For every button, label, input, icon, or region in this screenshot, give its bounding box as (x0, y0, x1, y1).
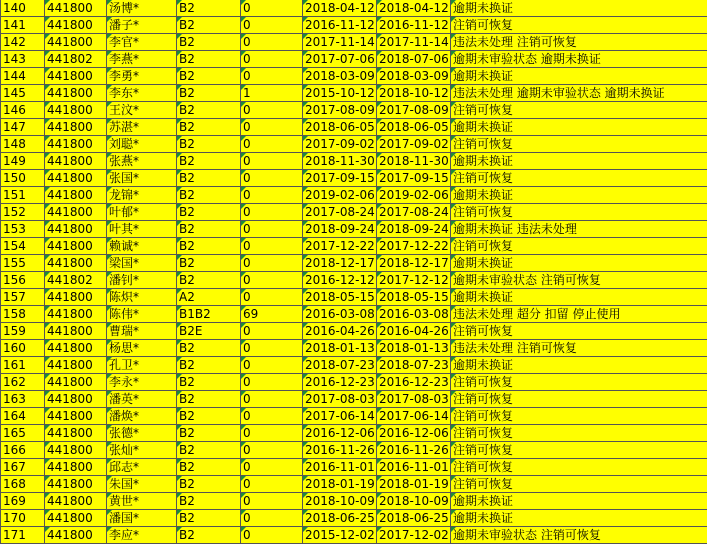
region-code-cell[interactable]: 441800 (45, 170, 107, 187)
points-cell[interactable]: 0 (241, 255, 303, 272)
row-number-cell[interactable]: 148 (1, 136, 45, 153)
table-row (1, 340, 707, 357)
table-row (1, 85, 707, 102)
date-2-cell[interactable]: 2017-08-24 (377, 204, 451, 221)
date-1-cell[interactable]: 2016-04-26 (303, 323, 377, 340)
region-code-cell[interactable]: 441800 (45, 510, 107, 527)
date-2-cell[interactable]: 2016-11-26 (377, 442, 451, 459)
points-cell[interactable]: 0 (241, 102, 303, 119)
points-cell[interactable]: 0 (241, 221, 303, 238)
region-code-cell[interactable]: 441800 (45, 204, 107, 221)
row-number-cell[interactable]: 159 (1, 323, 45, 340)
row-number-cell[interactable]: 151 (1, 187, 45, 204)
status-cell[interactable]: 注销可恢复 (451, 238, 707, 255)
region-code-cell[interactable]: 441800 (45, 391, 107, 408)
name-cell[interactable]: 黄世* (107, 493, 177, 510)
date-2-cell[interactable]: 2018-11-30 (377, 153, 451, 170)
license-class-cell[interactable]: B2 (177, 204, 241, 221)
date-2-cell[interactable]: 2017-06-14 (377, 408, 451, 425)
date-2-cell[interactable]: 2016-03-08 (377, 306, 451, 323)
status-cell[interactable]: 逾期未审验状态 注销可恢复 (451, 272, 707, 289)
date-2-cell[interactable]: 2018-01-19 (377, 476, 451, 493)
status-cell[interactable]: 注销可恢复 (451, 459, 707, 476)
points-cell[interactable]: 0 (241, 170, 303, 187)
region-code-cell[interactable]: 441800 (45, 459, 107, 476)
region-code-cell[interactable]: 441800 (45, 442, 107, 459)
points-cell[interactable]: 69 (241, 306, 303, 323)
license-class-cell[interactable]: B2 (177, 425, 241, 442)
status-cell[interactable]: 逾期未换证 (451, 187, 707, 204)
date-1-cell[interactable]: 2017-07-06 (303, 51, 377, 68)
table-row (1, 408, 707, 425)
name-cell[interactable]: 刘聪* (107, 136, 177, 153)
row-number-cell[interactable]: 152 (1, 204, 45, 221)
table-row (1, 323, 707, 340)
status-cell[interactable]: 逾期未换证 (451, 0, 707, 17)
points-cell[interactable]: 0 (241, 289, 303, 306)
table-row (1, 459, 707, 476)
date-2-cell[interactable]: 2018-10-09 (377, 493, 451, 510)
status-cell[interactable]: 逾期未换证 (451, 493, 707, 510)
license-class-cell[interactable]: B2 (177, 442, 241, 459)
license-class-cell[interactable]: B2E (177, 323, 241, 340)
status-cell[interactable]: 逾期未审验状态 注销可恢复 (451, 527, 707, 544)
name-cell[interactable]: 龙锦* (107, 187, 177, 204)
row-number-cell[interactable]: 142 (1, 34, 45, 51)
table-row (1, 238, 707, 255)
row-number-cell[interactable]: 143 (1, 51, 45, 68)
row-number-cell[interactable]: 155 (1, 255, 45, 272)
status-cell[interactable]: 注销可恢复 (451, 204, 707, 221)
status-cell[interactable]: 违法未处理 注销可恢复 (451, 340, 707, 357)
name-cell[interactable]: 潘英* (107, 391, 177, 408)
row-number-cell[interactable]: 166 (1, 442, 45, 459)
points-cell[interactable]: 1 (241, 85, 303, 102)
date-2-cell[interactable]: 2017-11-14 (377, 34, 451, 51)
region-code-cell[interactable]: 441800 (45, 136, 107, 153)
region-code-cell[interactable]: 441800 (45, 527, 107, 544)
date-1-cell[interactable]: 2018-01-19 (303, 476, 377, 493)
date-1-cell[interactable]: 2016-11-01 (303, 459, 377, 476)
points-cell[interactable]: 0 (241, 119, 303, 136)
row-number-cell[interactable]: 162 (1, 374, 45, 391)
license-class-cell[interactable]: B2 (177, 493, 241, 510)
table-row (1, 272, 707, 289)
table-row (1, 425, 707, 442)
status-cell[interactable]: 逾期未审验状态 逾期未换证 (451, 51, 707, 68)
date-2-cell[interactable]: 2018-01-13 (377, 340, 451, 357)
row-number-cell[interactable]: 141 (1, 17, 45, 34)
license-class-cell[interactable]: B2 (177, 51, 241, 68)
points-cell[interactable]: 0 (241, 527, 303, 544)
row-number-cell[interactable]: 145 (1, 85, 45, 102)
status-cell[interactable]: 逾期未换证 (451, 119, 707, 136)
points-cell[interactable]: 0 (241, 17, 303, 34)
points-cell[interactable]: 0 (241, 391, 303, 408)
points-cell[interactable]: 0 (241, 0, 303, 17)
region-code-cell[interactable]: 441800 (45, 102, 107, 119)
region-code-cell[interactable]: 441800 (45, 238, 107, 255)
row-number-cell[interactable]: 157 (1, 289, 45, 306)
table-row (1, 51, 707, 68)
status-cell[interactable]: 逾期未换证 违法未处理 (451, 221, 707, 238)
points-cell[interactable]: 0 (241, 187, 303, 204)
license-class-cell[interactable]: B2 (177, 0, 241, 17)
status-cell[interactable]: 逾期未换证 (451, 153, 707, 170)
table-row (1, 306, 707, 323)
points-cell[interactable]: 0 (241, 204, 303, 221)
table-row (1, 493, 707, 510)
status-cell[interactable]: 注销可恢复 (451, 323, 707, 340)
date-2-cell[interactable]: 2016-11-01 (377, 459, 451, 476)
license-class-cell[interactable]: B2 (177, 272, 241, 289)
table-row (1, 153, 707, 170)
date-1-cell[interactable]: 2018-03-09 (303, 68, 377, 85)
region-code-cell[interactable]: 441800 (45, 0, 107, 17)
license-class-cell[interactable]: A2 (177, 289, 241, 306)
table-row (1, 221, 707, 238)
date-1-cell[interactable]: 2018-04-12 (303, 0, 377, 17)
license-class-cell[interactable]: B2 (177, 136, 241, 153)
date-1-cell[interactable]: 2016-03-08 (303, 306, 377, 323)
date-1-cell[interactable]: 2019-02-06 (303, 187, 377, 204)
points-cell[interactable]: 0 (241, 68, 303, 85)
status-cell[interactable]: 注销可恢复 (451, 408, 707, 425)
name-cell[interactable]: 邱志* (107, 459, 177, 476)
date-1-cell[interactable]: 2018-05-15 (303, 289, 377, 306)
row-number-cell[interactable]: 153 (1, 221, 45, 238)
license-class-cell[interactable]: B2 (177, 476, 241, 493)
date-1-cell[interactable]: 2018-07-23 (303, 357, 377, 374)
date-2-cell[interactable]: 2018-07-06 (377, 51, 451, 68)
table-row (1, 102, 707, 119)
status-cell[interactable]: 逾期未换证 (451, 510, 707, 527)
date-1-cell[interactable]: 2018-11-30 (303, 153, 377, 170)
date-1-cell[interactable]: 2015-12-02 (303, 527, 377, 544)
date-1-cell[interactable]: 2017-11-14 (303, 34, 377, 51)
table-row (1, 442, 707, 459)
date-2-cell[interactable]: 2017-12-22 (377, 238, 451, 255)
license-class-cell[interactable]: B2 (177, 510, 241, 527)
license-class-cell[interactable]: B2 (177, 153, 241, 170)
row-number-cell[interactable]: 146 (1, 102, 45, 119)
name-cell[interactable]: 李应* (107, 527, 177, 544)
date-1-cell[interactable]: 2018-01-13 (303, 340, 377, 357)
name-cell[interactable]: 潘子* (107, 17, 177, 34)
points-cell[interactable]: 0 (241, 476, 303, 493)
name-cell[interactable]: 朱国* (107, 476, 177, 493)
region-code-cell[interactable]: 441800 (45, 476, 107, 493)
status-cell[interactable]: 违法未处理 超分 扣留 停止使用 (451, 306, 707, 323)
table-row (1, 510, 707, 527)
region-code-cell[interactable]: 441800 (45, 493, 107, 510)
region-code-cell[interactable]: 441800 (45, 119, 107, 136)
name-cell[interactable]: 杨思* (107, 340, 177, 357)
row-number-cell[interactable]: 149 (1, 153, 45, 170)
table-row (1, 170, 707, 187)
table-row (1, 527, 707, 544)
name-cell[interactable]: 曹瑞* (107, 323, 177, 340)
license-class-cell[interactable]: B2 (177, 527, 241, 544)
date-2-cell[interactable]: 2018-12-17 (377, 255, 451, 272)
row-number-cell[interactable]: 171 (1, 527, 45, 544)
license-class-cell[interactable]: B2 (177, 85, 241, 102)
region-code-cell[interactable]: 441800 (45, 323, 107, 340)
table-row (1, 68, 707, 85)
points-cell[interactable]: 0 (241, 357, 303, 374)
name-cell[interactable]: 叶郁* (107, 204, 177, 221)
points-cell[interactable]: 0 (241, 459, 303, 476)
status-cell[interactable]: 逾期未换证 (451, 255, 707, 272)
license-class-cell[interactable]: B2 (177, 374, 241, 391)
license-class-cell[interactable]: B2 (177, 408, 241, 425)
date-1-cell[interactable]: 2017-09-15 (303, 170, 377, 187)
date-2-cell[interactable]: 2017-08-09 (377, 102, 451, 119)
name-cell[interactable]: 赖诚* (107, 238, 177, 255)
points-cell[interactable]: 0 (241, 238, 303, 255)
date-1-cell[interactable]: 2018-06-25 (303, 510, 377, 527)
region-code-cell[interactable]: 441800 (45, 374, 107, 391)
name-cell[interactable]: 张德* (107, 425, 177, 442)
license-class-cell[interactable]: B2 (177, 187, 241, 204)
status-cell[interactable]: 逾期未换证 (451, 289, 707, 306)
license-class-cell[interactable]: B2 (177, 102, 241, 119)
status-cell[interactable]: 注销可恢复 (451, 425, 707, 442)
date-2-cell[interactable]: 2017-12-12 (377, 272, 451, 289)
license-class-cell[interactable]: B2 (177, 459, 241, 476)
date-2-cell[interactable]: 2017-09-02 (377, 136, 451, 153)
date-2-cell[interactable]: 2018-04-12 (377, 0, 451, 17)
status-cell[interactable]: 注销可恢复 (451, 102, 707, 119)
table-row (1, 136, 707, 153)
date-2-cell[interactable]: 2017-09-15 (377, 170, 451, 187)
region-code-cell[interactable]: 441800 (45, 408, 107, 425)
row-number-cell[interactable]: 144 (1, 68, 45, 85)
table-row (1, 204, 707, 221)
date-2-cell[interactable]: 2018-05-15 (377, 289, 451, 306)
points-cell[interactable]: 0 (241, 323, 303, 340)
date-2-cell[interactable]: 2018-10-12 (377, 85, 451, 102)
date-1-cell[interactable]: 2017-06-14 (303, 408, 377, 425)
points-cell[interactable]: 0 (241, 34, 303, 51)
table-row (1, 357, 707, 374)
table-row (1, 17, 707, 34)
date-1-cell[interactable]: 2016-12-12 (303, 272, 377, 289)
license-class-cell[interactable]: B2 (177, 68, 241, 85)
region-code-cell[interactable]: 441800 (45, 153, 107, 170)
table-row (1, 289, 707, 306)
date-1-cell[interactable]: 2017-08-09 (303, 102, 377, 119)
region-code-cell[interactable]: 441800 (45, 255, 107, 272)
row-number-cell[interactable]: 154 (1, 238, 45, 255)
date-1-cell[interactable]: 2017-08-03 (303, 391, 377, 408)
row-number-cell[interactable]: 158 (1, 306, 45, 323)
name-cell[interactable]: 叶其* (107, 221, 177, 238)
license-class-cell[interactable]: B2 (177, 119, 241, 136)
name-cell[interactable]: 潘国* (107, 510, 177, 527)
region-code-cell[interactable]: 441800 (45, 357, 107, 374)
row-number-cell[interactable]: 165 (1, 425, 45, 442)
date-1-cell[interactable]: 2016-11-12 (303, 17, 377, 34)
points-cell[interactable]: 0 (241, 340, 303, 357)
points-cell[interactable]: 0 (241, 136, 303, 153)
row-number-cell[interactable]: 147 (1, 119, 45, 136)
date-2-cell[interactable]: 2016-12-23 (377, 374, 451, 391)
region-code-cell[interactable]: 441800 (45, 425, 107, 442)
row-number-cell[interactable]: 156 (1, 272, 45, 289)
points-cell[interactable]: 0 (241, 374, 303, 391)
table-row (1, 34, 707, 51)
date-1-cell[interactable]: 2016-12-06 (303, 425, 377, 442)
status-cell[interactable]: 注销可恢复 (451, 374, 707, 391)
row-number-cell[interactable]: 170 (1, 510, 45, 527)
row-number-cell[interactable]: 167 (1, 459, 45, 476)
license-class-cell[interactable]: B2 (177, 221, 241, 238)
status-cell[interactable]: 逾期未换证 (451, 357, 707, 374)
name-cell[interactable]: 陈炽* (107, 289, 177, 306)
row-number-cell[interactable]: 140 (1, 0, 45, 17)
date-2-cell[interactable]: 2016-11-12 (377, 17, 451, 34)
license-class-cell[interactable]: B2 (177, 17, 241, 34)
status-cell[interactable]: 注销可恢复 (451, 442, 707, 459)
date-1-cell[interactable]: 2017-12-22 (303, 238, 377, 255)
points-cell[interactable]: 0 (241, 510, 303, 527)
table-row (1, 374, 707, 391)
status-cell[interactable]: 注销可恢复 (451, 136, 707, 153)
name-cell[interactable]: 潘钊* (107, 272, 177, 289)
row-number-cell[interactable]: 168 (1, 476, 45, 493)
license-class-cell[interactable]: B2 (177, 34, 241, 51)
table-body (1, 0, 707, 544)
status-cell[interactable]: 注销可恢复 (451, 170, 707, 187)
license-class-cell[interactable]: B2 (177, 340, 241, 357)
date-2-cell[interactable]: 2016-12-06 (377, 425, 451, 442)
points-cell[interactable]: 0 (241, 442, 303, 459)
region-code-cell[interactable]: 441800 (45, 68, 107, 85)
name-cell[interactable]: 李勇* (107, 68, 177, 85)
name-cell[interactable]: 孔卫* (107, 357, 177, 374)
status-cell[interactable]: 违法未处理 逾期未审验状态 逾期未换证 (451, 85, 707, 102)
region-code-cell[interactable]: 441800 (45, 17, 107, 34)
license-class-cell[interactable]: B2 (177, 170, 241, 187)
license-class-cell[interactable]: B2 (177, 238, 241, 255)
date-1-cell[interactable]: 2018-06-05 (303, 119, 377, 136)
date-2-cell[interactable]: 2016-04-26 (377, 323, 451, 340)
points-cell[interactable]: 0 (241, 153, 303, 170)
date-2-cell[interactable]: 2018-03-09 (377, 68, 451, 85)
table-row (1, 187, 707, 204)
status-cell[interactable]: 违法未处理 注销可恢复 (451, 34, 707, 51)
row-number-cell[interactable]: 169 (1, 493, 45, 510)
name-cell[interactable]: 梁国* (107, 255, 177, 272)
name-cell[interactable]: 潘焕* (107, 408, 177, 425)
date-1-cell[interactable]: 2015-10-12 (303, 85, 377, 102)
status-cell[interactable]: 逾期未换证 (451, 68, 707, 85)
name-cell[interactable]: 张国* (107, 170, 177, 187)
name-cell[interactable]: 张燕* (107, 153, 177, 170)
license-class-cell[interactable]: B2 (177, 391, 241, 408)
name-cell[interactable]: 苏湛* (107, 119, 177, 136)
table-row (1, 0, 707, 17)
row-number-cell[interactable]: 160 (1, 340, 45, 357)
points-cell[interactable]: 0 (241, 51, 303, 68)
row-number-cell[interactable]: 161 (1, 357, 45, 374)
row-number-cell[interactable]: 164 (1, 408, 45, 425)
name-cell[interactable]: 李官* (107, 34, 177, 51)
row-number-cell[interactable]: 150 (1, 170, 45, 187)
date-1-cell[interactable]: 2016-11-26 (303, 442, 377, 459)
date-1-cell[interactable]: 2018-09-24 (303, 221, 377, 238)
date-2-cell[interactable]: 2017-12-02 (377, 527, 451, 544)
license-class-cell[interactable]: B1B2 (177, 306, 241, 323)
points-cell[interactable]: 0 (241, 493, 303, 510)
date-1-cell[interactable]: 2016-12-23 (303, 374, 377, 391)
date-1-cell[interactable]: 2018-12-17 (303, 255, 377, 272)
status-cell[interactable]: 注销可恢复 (451, 17, 707, 34)
status-cell[interactable]: 注销可恢复 (451, 476, 707, 493)
table-row (1, 255, 707, 272)
date-1-cell[interactable]: 2018-10-09 (303, 493, 377, 510)
date-2-cell[interactable]: 2018-06-25 (377, 510, 451, 527)
name-cell[interactable]: 王汶* (107, 102, 177, 119)
row-number-cell[interactable]: 163 (1, 391, 45, 408)
date-2-cell[interactable]: 2018-07-23 (377, 357, 451, 374)
license-class-cell[interactable]: B2 (177, 255, 241, 272)
license-class-cell[interactable]: B2 (177, 357, 241, 374)
region-code-cell[interactable]: 441802 (45, 51, 107, 68)
points-cell[interactable]: 0 (241, 408, 303, 425)
date-2-cell[interactable]: 2017-08-03 (377, 391, 451, 408)
region-code-cell[interactable]: 441800 (45, 340, 107, 357)
date-2-cell[interactable]: 2019-02-06 (377, 187, 451, 204)
name-cell[interactable]: 汤博* (107, 0, 177, 17)
date-1-cell[interactable]: 2017-09-02 (303, 136, 377, 153)
region-code-cell[interactable]: 441800 (45, 221, 107, 238)
region-code-cell[interactable]: 441800 (45, 85, 107, 102)
name-cell[interactable]: 李永* (107, 374, 177, 391)
status-cell[interactable]: 注销可恢复 (451, 391, 707, 408)
name-cell[interactable]: 李东* (107, 85, 177, 102)
table-row (1, 119, 707, 136)
table-row (1, 476, 707, 493)
date-1-cell[interactable]: 2017-08-24 (303, 204, 377, 221)
region-code-cell[interactable]: 441800 (45, 187, 107, 204)
region-code-cell[interactable]: 441800 (45, 34, 107, 51)
name-cell[interactable]: 李燕* (107, 51, 177, 68)
name-cell[interactable]: 陈伟* (107, 306, 177, 323)
name-cell[interactable]: 张灿* (107, 442, 177, 459)
date-2-cell[interactable]: 2018-09-24 (377, 221, 451, 238)
region-code-cell[interactable]: 441800 (45, 289, 107, 306)
points-cell[interactable]: 0 (241, 425, 303, 442)
region-code-cell[interactable]: 441800 (45, 306, 107, 323)
date-2-cell[interactable]: 2018-06-05 (377, 119, 451, 136)
region-code-cell[interactable]: 441802 (45, 272, 107, 289)
table-row (1, 391, 707, 408)
points-cell[interactable]: 0 (241, 272, 303, 289)
